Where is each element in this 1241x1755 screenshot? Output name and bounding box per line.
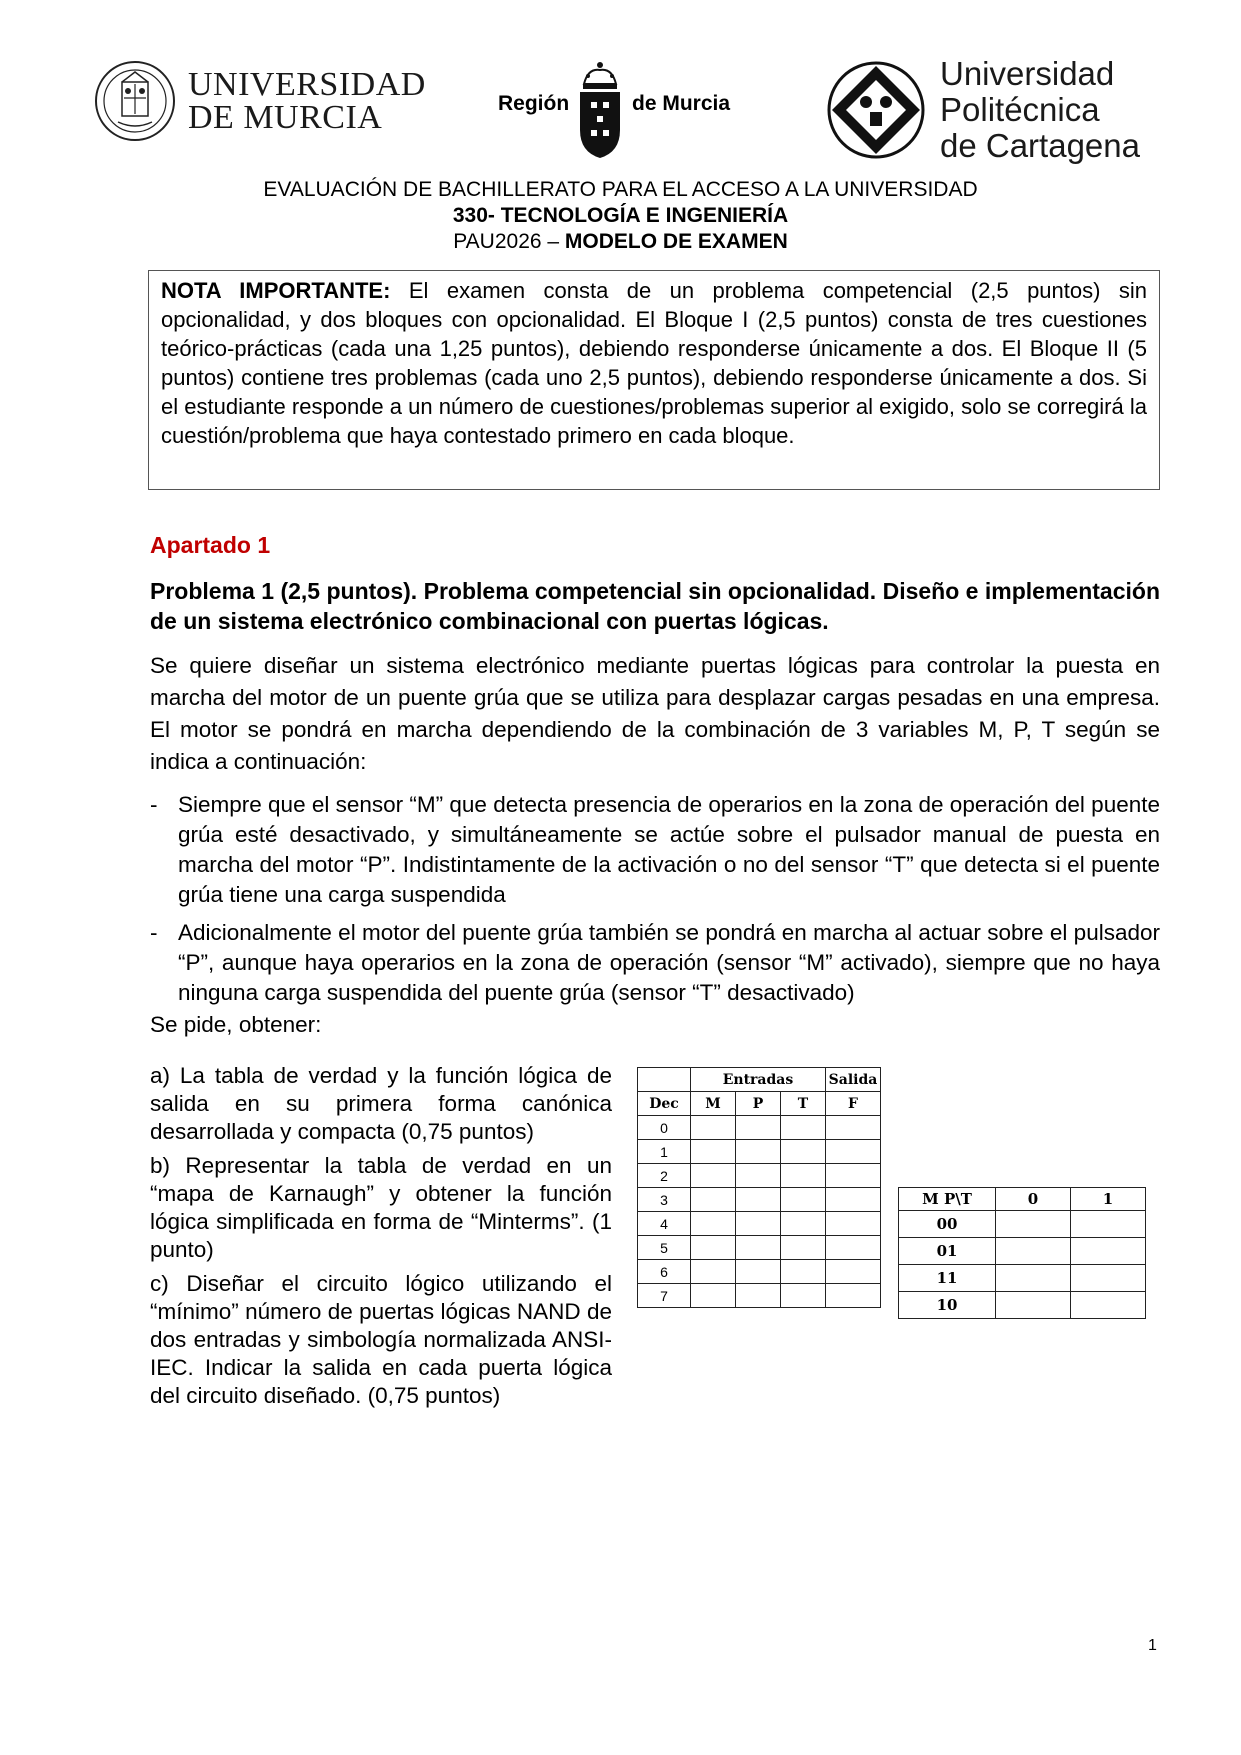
table-row [638, 1164, 881, 1188]
truth-table-col-p: P [736, 1092, 781, 1116]
karnaugh-row-label: 10 [899, 1292, 996, 1319]
table-row [638, 1236, 881, 1260]
truth-table-dec-cell: 6 [638, 1260, 691, 1284]
important-note-box [148, 270, 1160, 490]
question-a: a) La tabla de verdad y la función lógica de salida en su primera forma canónica desarrollada y compacta (0,75 puntos) [150, 1063, 612, 1144]
page-number: 1 [1148, 1637, 1157, 1654]
question-c: c) Diseñar el circuito lógico utilizando el “mínimo” número de puertas lógicas NAND de dos entradas y simbología normalizada ANSI-IEC. Indicar la salida en cada puerta lógica del circuito diseñado. (0,75 puntos) [150, 1271, 612, 1408]
truth-table-dec-cell: 4 [638, 1212, 691, 1236]
karnaugh-row-label: 00 [899, 1211, 996, 1238]
um-logo-line2: DE MURCIA [188, 99, 383, 136]
bullet-item-1 [150, 790, 1160, 910]
truth-table [637, 1067, 881, 1308]
truth-table-col-dec: Dec [638, 1092, 691, 1116]
exam-header-subject: 330- TECNOLOGÍA E INGENIERÍA [452, 204, 789, 227]
bullet-text-2: Adicionalmente el motor del puente grúa también se pondrá en marcha al actuar sobre el pulsador “P”, aunque haya operarios en la zona de operación (sensor “M” activado), siempre que no haya ninguna carga suspendida del puente grúa (sensor “T” desactivado) [178, 920, 1160, 1005]
table-row [638, 1140, 881, 1164]
region-logo-right: de Murcia [632, 92, 731, 115]
um-seal-icon [94, 60, 176, 142]
table-row [638, 1188, 881, 1212]
region-crest-icon [574, 60, 626, 160]
region-logo-left: Región [498, 92, 570, 115]
table-row [638, 1260, 881, 1284]
truth-table-dec-cell: 1 [638, 1140, 691, 1164]
truth-table-output-header: Salida [826, 1068, 881, 1092]
table-row [899, 1265, 1146, 1292]
table-row [899, 1211, 1146, 1238]
exam-header-line1: EVALUACIÓN DE BACHILLERATO PARA EL ACCESO A LA UNIVERSIDAD [263, 178, 978, 201]
se-pide-label: Se pide, obtener: [150, 1012, 322, 1037]
exam-header-model [0, 230, 1241, 254]
bullet-item-2 [150, 918, 1160, 1008]
problem-title: Problema 1 (2,5 puntos). Problema competencial sin opcionalidad. Diseño e implementación de un sistema electrónico combinacional con puertas lógicas. [150, 578, 1160, 634]
karnaugh-row-label: 01 [899, 1238, 996, 1265]
truth-table-dec-cell: 0 [638, 1116, 691, 1140]
um-logo-line1: UNIVERSIDAD [188, 66, 426, 103]
bullet-dash: - [150, 920, 158, 945]
truth-table-dec-cell: 7 [638, 1284, 691, 1308]
upct-logo-line2: Politécnica [940, 91, 1100, 128]
karnaugh-col-1: 1 [1071, 1188, 1146, 1211]
truth-table-dec-cell: 5 [638, 1236, 691, 1260]
truth-table-corner [638, 1068, 691, 1092]
truth-table-col-t: T [781, 1092, 826, 1116]
logo-universidad-murcia [94, 60, 426, 142]
karnaugh-col-0: 0 [996, 1188, 1071, 1211]
truth-table-dec-cell: 3 [638, 1188, 691, 1212]
karnaugh-map [898, 1187, 1146, 1319]
truth-table-inputs-header: Entradas [691, 1068, 826, 1092]
table-row [899, 1238, 1146, 1265]
table-row [638, 1116, 881, 1140]
karnaugh-row-label: 11 [899, 1265, 996, 1292]
important-note-text: El examen consta de un problema competencial (2,5 puntos) sin opcionalidad, y dos bloques con opcionalidad. El Bloque I (2,5 puntos) consta de tres cuestiones teórico-prácticas (cada una 1,25 puntos), debiendo responderse únicamente a dos. El Bloque II (5 puntos) contiene tres problemas (cada uno 2,5 puntos), debiendo responderse únicamente a dos. Si el estudiante responde a un número de cuestiones/problemas superior al exigido, solo se corregirá la cuestión/problema que haya contestado primero en cada bloque. [161, 278, 1148, 448]
truth-table-col-f: F [826, 1092, 881, 1116]
karnaugh-corner: M P\T [899, 1188, 996, 1211]
logo-upct [826, 56, 1140, 164]
upct-logo-line3: de Cartagena [940, 127, 1140, 164]
table-row [638, 1284, 881, 1308]
upct-shield-icon [826, 60, 926, 160]
bullet-dash: - [150, 792, 158, 817]
truth-table-col-m: M [691, 1092, 736, 1116]
exam-header-year: PAU2026 – [453, 230, 565, 253]
question-b: b) Representar la tabla de verdad en un “mapa de Karnaugh” y obtener la función lógica simplificada en forma de “Minterms”. (1 punto) [150, 1153, 612, 1262]
table-row [638, 1212, 881, 1236]
truth-table-dec-cell: 2 [638, 1164, 691, 1188]
section-title: Apartado 1 [150, 532, 271, 558]
problem-intro: Se quiere diseñar un sistema electrónico mediante puertas lógicas para controlar la puesta en marcha del motor de un puente grúa que se utiliza para desplazar cargas pesadas en una empresa. El motor se pondrá en marcha dependiendo de la combinación de 3 variables M, P, T según se indica a continuación: [150, 653, 1160, 774]
bullet-text-1: Siempre que el sensor “M” que detecta presencia de operarios en la zona de operación del puente grúa esté desactivado, y simultáneamente se actúe sobre el pulsador manual de puesta en marcha del motor “P”. Indistintamente de la activación o no del sensor “T” que detecta si el puente grúa tiene una carga suspendida [178, 792, 1160, 907]
table-row [899, 1292, 1146, 1319]
important-note-label: NOTA IMPORTANTE: [161, 278, 391, 303]
upct-logo-line1: Universidad [940, 55, 1115, 92]
logo-region-murcia [498, 60, 738, 160]
exam-header-model-label: MODELO DE EXAMEN [564, 230, 788, 253]
